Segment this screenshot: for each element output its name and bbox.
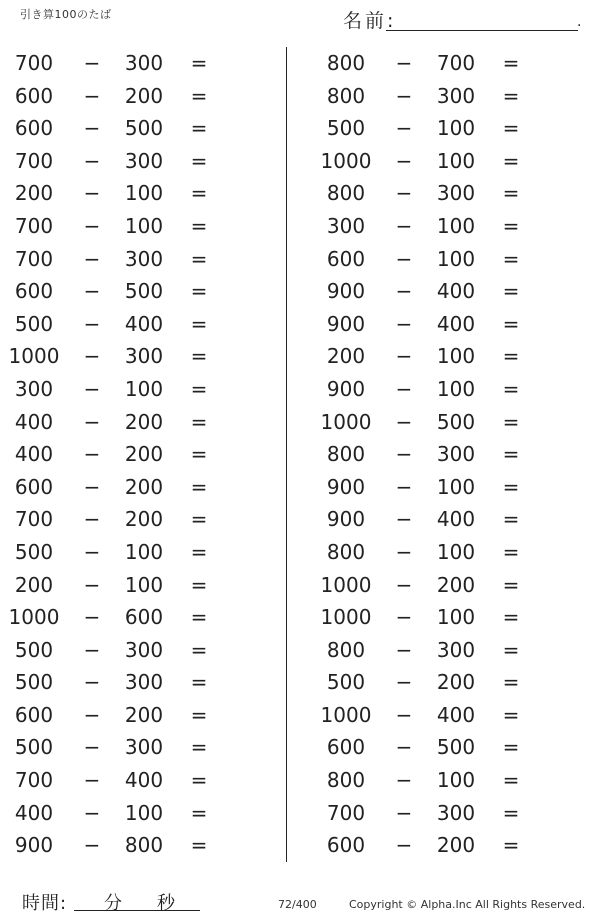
equals-sign: =: [190, 213, 208, 238]
problem-row: [312, 112, 592, 145]
minus-sign: −: [83, 409, 101, 434]
equals-sign: =: [502, 539, 520, 564]
subtrahend: 200: [436, 670, 476, 695]
minuend: 800: [326, 181, 366, 206]
subtrahend: 300: [124, 637, 164, 662]
equals-sign: =: [190, 246, 208, 271]
equals-sign: =: [502, 735, 520, 760]
problem-row: [0, 275, 280, 308]
equals-sign: =: [190, 376, 208, 401]
problem-row: [312, 471, 592, 504]
minus-sign: −: [83, 51, 101, 75]
minus-sign: −: [83, 116, 101, 141]
equals-sign: =: [502, 83, 520, 108]
equals-sign: =: [502, 116, 520, 141]
subtrahend: 300: [124, 51, 164, 75]
subtrahend: 100: [436, 213, 476, 238]
copyright-notice: Copyright © Alpha.Inc All Rights Reserved.: [349, 898, 586, 911]
subtrahend: 400: [436, 702, 476, 727]
subtrahend: 300: [436, 83, 476, 108]
minuend: 500: [14, 670, 54, 695]
equals-sign: =: [190, 83, 208, 108]
minuend: 200: [326, 344, 366, 369]
minuend: 900: [326, 507, 366, 532]
equals-sign: =: [502, 670, 520, 695]
subtrahend: 100: [124, 181, 164, 206]
subtrahend: 100: [436, 246, 476, 271]
minus-sign: −: [395, 311, 413, 336]
subtrahend: 100: [436, 376, 476, 401]
minuend: 600: [14, 116, 54, 141]
equals-sign: =: [190, 442, 208, 467]
subtrahend: 300: [124, 148, 164, 173]
equals-sign: =: [190, 768, 208, 793]
equals-sign: =: [502, 148, 520, 173]
minuend: 900: [326, 279, 366, 304]
minus-sign: −: [395, 507, 413, 532]
equals-sign: =: [502, 181, 520, 206]
time-label: 時間:: [22, 893, 68, 914]
minuend: 700: [14, 213, 54, 238]
minus-sign: −: [83, 311, 101, 336]
equals-sign: =: [502, 442, 520, 467]
minus-sign: −: [395, 735, 413, 760]
minus-sign: −: [395, 51, 413, 75]
minus-sign: −: [395, 474, 413, 499]
subtrahend: 200: [436, 833, 476, 858]
minus-sign: −: [83, 474, 101, 499]
minuend: 1000: [320, 409, 372, 434]
minus-sign: −: [395, 702, 413, 727]
subtrahend: 500: [124, 116, 164, 141]
minuend: 800: [326, 768, 366, 793]
minuend: 900: [326, 311, 366, 336]
problem-row: [0, 829, 280, 862]
problem-row: [0, 634, 280, 667]
column-divider: [286, 47, 287, 862]
subtrahend: 100: [124, 800, 164, 825]
equals-sign: =: [502, 51, 520, 75]
minuend: 900: [326, 376, 366, 401]
equals-sign: =: [190, 702, 208, 727]
minus-sign: −: [395, 148, 413, 173]
subtrahend: 100: [436, 148, 476, 173]
minuend: 1000: [8, 605, 60, 630]
minuend: 1000: [320, 148, 372, 173]
minus-sign: −: [83, 442, 101, 467]
subtrahend: 300: [436, 181, 476, 206]
minuend: 400: [14, 409, 54, 434]
problem-row: [312, 699, 592, 732]
minuend: 900: [326, 474, 366, 499]
problem-row: [0, 145, 280, 178]
minus-sign: −: [83, 735, 101, 760]
equals-sign: =: [502, 637, 520, 662]
minuend: 600: [14, 702, 54, 727]
subtrahend: 200: [124, 83, 164, 108]
minus-sign: −: [83, 376, 101, 401]
equals-sign: =: [190, 474, 208, 499]
problem-row: [312, 536, 592, 569]
subtrahend: 200: [124, 474, 164, 499]
minus-sign: −: [83, 768, 101, 793]
subtrahend: 100: [436, 344, 476, 369]
equals-sign: =: [502, 311, 520, 336]
problem-row: [0, 731, 280, 764]
time-underline: [74, 910, 200, 911]
equals-sign: =: [502, 507, 520, 532]
problem-row: [312, 210, 592, 243]
equals-sign: =: [502, 376, 520, 401]
subtrahend: 100: [124, 213, 164, 238]
subtrahend: 200: [124, 442, 164, 467]
minuend: 800: [326, 539, 366, 564]
minus-sign: −: [83, 637, 101, 662]
minus-sign: −: [395, 833, 413, 858]
equals-sign: =: [502, 474, 520, 499]
minuend: 1000: [320, 702, 372, 727]
minuend: 800: [326, 637, 366, 662]
subtrahend: 300: [124, 246, 164, 271]
problem-row: [312, 177, 592, 210]
problem-row: [312, 666, 592, 699]
problem-row: [0, 210, 280, 243]
seconds-label: 秒: [157, 893, 175, 914]
minuend: 800: [326, 83, 366, 108]
subtrahend: 400: [436, 507, 476, 532]
subtrahend: 400: [124, 768, 164, 793]
problem-row: [312, 503, 592, 536]
minuend: 1000: [320, 605, 372, 630]
name-label: 名前:: [343, 10, 397, 32]
problem-row: [0, 471, 280, 504]
minus-sign: −: [395, 213, 413, 238]
minus-sign: −: [395, 637, 413, 662]
equals-sign: =: [190, 605, 208, 630]
equals-sign: =: [190, 637, 208, 662]
problem-row: [312, 47, 592, 80]
minus-sign: −: [83, 279, 101, 304]
problem-row: [0, 699, 280, 732]
equals-sign: =: [190, 670, 208, 695]
subtrahend: 300: [124, 344, 164, 369]
minus-sign: −: [83, 213, 101, 238]
minus-sign: −: [83, 148, 101, 173]
equals-sign: =: [502, 605, 520, 630]
subtrahend: 400: [124, 311, 164, 336]
minus-sign: −: [395, 539, 413, 564]
subtrahend: 600: [124, 605, 164, 630]
equals-sign: =: [190, 735, 208, 760]
problem-row: [0, 112, 280, 145]
minuend: 400: [14, 800, 54, 825]
equals-sign: =: [190, 51, 208, 75]
subtrahend: 100: [436, 605, 476, 630]
name-dot: .: [577, 14, 582, 30]
subtrahend: 400: [436, 311, 476, 336]
minuend: 600: [326, 246, 366, 271]
equals-sign: =: [502, 344, 520, 369]
minuend: 200: [14, 572, 54, 597]
subtrahend: 800: [124, 833, 164, 858]
minus-sign: −: [395, 768, 413, 793]
minus-sign: −: [395, 344, 413, 369]
minus-sign: −: [395, 181, 413, 206]
problem-row: [312, 601, 592, 634]
minuend: 500: [14, 637, 54, 662]
problem-row: [0, 308, 280, 341]
equals-sign: =: [190, 833, 208, 858]
equals-sign: =: [502, 213, 520, 238]
minus-sign: −: [395, 605, 413, 630]
minuend: 700: [14, 51, 54, 75]
problem-row: [312, 406, 592, 439]
minuend: 200: [14, 181, 54, 206]
problem-row: [0, 340, 280, 373]
minuend: 700: [14, 768, 54, 793]
minus-sign: −: [83, 605, 101, 630]
minuend: 800: [326, 51, 366, 75]
equals-sign: =: [190, 507, 208, 532]
minus-sign: −: [83, 572, 101, 597]
problem-row: [312, 275, 592, 308]
problem-row: [312, 829, 592, 862]
minuend: 800: [326, 442, 366, 467]
minuend: 600: [14, 279, 54, 304]
minuend: 600: [14, 83, 54, 108]
problem-row: [0, 80, 280, 113]
name-field: [343, 6, 583, 32]
minus-sign: −: [395, 376, 413, 401]
minuend: 700: [326, 800, 366, 825]
problem-row: [0, 177, 280, 210]
minuend: 1000: [8, 344, 60, 369]
equals-sign: =: [502, 702, 520, 727]
equals-sign: =: [502, 800, 520, 825]
minus-sign: −: [83, 246, 101, 271]
minuend: 900: [14, 833, 54, 858]
equals-sign: =: [190, 181, 208, 206]
subtrahend: 500: [436, 735, 476, 760]
equals-sign: =: [190, 311, 208, 336]
minus-sign: −: [83, 344, 101, 369]
minuend: 400: [14, 442, 54, 467]
subtrahend: 100: [124, 539, 164, 564]
minus-sign: −: [395, 246, 413, 271]
minus-sign: −: [83, 670, 101, 695]
minus-sign: −: [395, 83, 413, 108]
problem-row: [312, 145, 592, 178]
subtrahend: 500: [436, 409, 476, 434]
equals-sign: =: [190, 344, 208, 369]
worksheet-title: 引き算100のたば: [20, 8, 112, 21]
subtrahend: 300: [436, 442, 476, 467]
problem-row: [312, 438, 592, 471]
equals-sign: =: [502, 833, 520, 858]
minus-sign: −: [395, 116, 413, 141]
minus-sign: −: [395, 442, 413, 467]
problem-row: [312, 731, 592, 764]
subtrahend: 200: [124, 507, 164, 532]
problem-row: [312, 764, 592, 797]
equals-sign: =: [190, 539, 208, 564]
minus-sign: −: [83, 833, 101, 858]
equals-sign: =: [190, 279, 208, 304]
equals-sign: =: [190, 148, 208, 173]
problem-row: [0, 797, 280, 830]
minuend: 600: [326, 833, 366, 858]
minuend: 700: [14, 148, 54, 173]
left-problem-column: [0, 47, 280, 862]
problem-row: [312, 634, 592, 667]
minus-sign: −: [395, 800, 413, 825]
problem-row: [0, 406, 280, 439]
problem-row: [0, 503, 280, 536]
minus-sign: −: [83, 181, 101, 206]
problem-row: [0, 536, 280, 569]
subtrahend: 100: [436, 768, 476, 793]
subtrahend: 100: [436, 539, 476, 564]
minus-sign: −: [83, 539, 101, 564]
subtrahend: 300: [436, 800, 476, 825]
problem-row: [0, 47, 280, 80]
minuend: 500: [326, 670, 366, 695]
subtrahend: 400: [436, 279, 476, 304]
problem-row: [0, 666, 280, 699]
minus-sign: −: [395, 572, 413, 597]
minuend: 300: [14, 376, 54, 401]
problem-row: [0, 373, 280, 406]
problem-row: [312, 373, 592, 406]
problem-row: [312, 797, 592, 830]
problem-row: [0, 764, 280, 797]
minus-sign: −: [395, 409, 413, 434]
minus-sign: −: [395, 670, 413, 695]
subtrahend: 200: [124, 702, 164, 727]
problem-row: [0, 438, 280, 471]
equals-sign: =: [502, 246, 520, 271]
problem-row: [312, 340, 592, 373]
equals-sign: =: [502, 768, 520, 793]
minuend: 700: [14, 246, 54, 271]
subtrahend: 300: [124, 670, 164, 695]
minuend: 700: [14, 507, 54, 532]
minuend: 600: [14, 474, 54, 499]
problem-row: [312, 569, 592, 602]
subtrahend: 700: [436, 51, 476, 75]
minuend: 300: [326, 213, 366, 238]
page-number: 72/400: [278, 898, 317, 911]
subtrahend: 100: [436, 116, 476, 141]
problem-row: [312, 80, 592, 113]
problem-row: [0, 601, 280, 634]
minuend: 1000: [320, 572, 372, 597]
problem-row: [312, 243, 592, 276]
name-underline: [386, 30, 578, 31]
minuend: 500: [14, 735, 54, 760]
minutes-label: 分: [104, 893, 122, 914]
subtrahend: 100: [124, 572, 164, 597]
subtrahend: 300: [436, 637, 476, 662]
minus-sign: −: [83, 800, 101, 825]
equals-sign: =: [502, 279, 520, 304]
minuend: 500: [14, 539, 54, 564]
equals-sign: =: [502, 409, 520, 434]
subtrahend: 200: [436, 572, 476, 597]
subtrahend: 500: [124, 279, 164, 304]
subtrahend: 300: [124, 735, 164, 760]
problem-row: [312, 308, 592, 341]
equals-sign: =: [190, 572, 208, 597]
problem-row: [0, 569, 280, 602]
minuend: 500: [14, 311, 54, 336]
subtrahend: 200: [124, 409, 164, 434]
minuend: 600: [326, 735, 366, 760]
minus-sign: −: [83, 702, 101, 727]
subtrahend: 100: [124, 376, 164, 401]
problem-row: [0, 243, 280, 276]
right-problem-column: [312, 47, 592, 862]
equals-sign: =: [190, 800, 208, 825]
minus-sign: −: [395, 279, 413, 304]
minus-sign: −: [83, 83, 101, 108]
equals-sign: =: [190, 116, 208, 141]
minuend: 500: [326, 116, 366, 141]
subtrahend: 100: [436, 474, 476, 499]
equals-sign: =: [502, 572, 520, 597]
equals-sign: =: [190, 409, 208, 434]
minus-sign: −: [83, 507, 101, 532]
